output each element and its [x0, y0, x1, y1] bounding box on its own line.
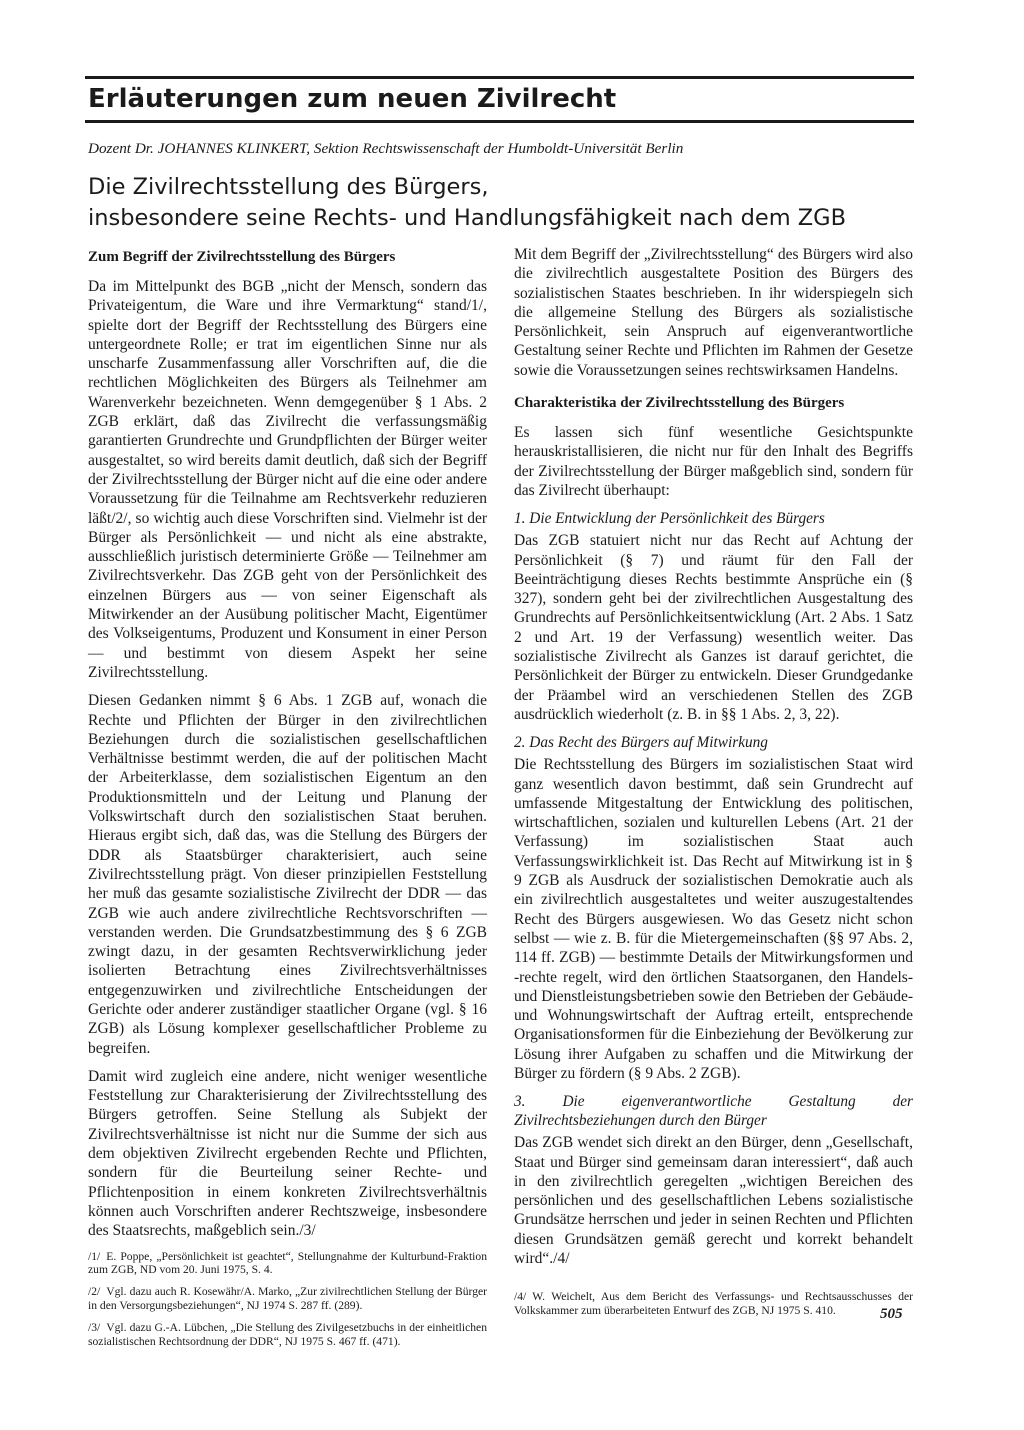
- footnote-3: [88, 1321, 487, 1348]
- section-title: Erläuterungen zum neuen Zivilrecht: [88, 84, 617, 114]
- footnote-text: E. Poppe, „Persönlichkeit ist geachtet“, Stellungnahme der Kulturbund-Fraktion zum ZGB, ND vom 20. Juni 1975, S. 4.: [88, 1249, 487, 1276]
- right-column: [514, 245, 913, 1326]
- subsection-1-text: Das ZGB statuiert nicht nur das Recht auf Achtung der Persönlichkeit (§ 7) und räumt für den Fall der Beeinträchtigung dieses Rechts bestimmte Ansprüche ein (§ 327), sondern geht bei der zivilrechtlichen Ausgestaltung des Grundrechts auf Persönlichkeitsentwicklung (Art. 2 Abs. 1 Satz 2 und Art. 19 der Verfassung) wesentlich weiter. Das sozialistische Zivilrecht als Ganzes ist darauf gerichtet, die Persönlichkeit der Bürger zu entwickeln. Dieser Grundgedanke der Präambel wird an verschiedenen Stellen des ZGB ausdrücklich wiederholt (z. B. in §§ 1 Abs. 2, 3, 22).: [514, 532, 913, 723]
- article-title: [88, 172, 918, 234]
- footnote-text: W. Weichelt, Aus dem Bericht des Verfassungs- und Rechtsausschusses der Volkskammer zum überarbeiteten Entwurf des ZGB, NJ 1975 S. 410.: [514, 1290, 913, 1317]
- right-lead-paragraph: Es lassen sich fünf wesentliche Gesichtspunkte herauskristallisieren, die nicht nur für den Inhalt des Begriffs der Zivilrechtsstellung der Bürger maßgeblich sind, sondern für das Zivilrecht überhaupt:: [514, 424, 913, 499]
- footnote-mark: /4/: [514, 1290, 527, 1304]
- right-intro-paragraph: Mit dem Begriff der „Zivilrechtsstellung“ des Bürgers wird also die zivilrechtlich ausgestaltete Position des Bürgers des sozialistischen Staates beschrieben. In ihr widerspiegeln sich die allgemeine Stellung des Bürgers als sozialistische Persönlichkeit, sein Anspruch auf eigenverantwortliche Gestaltung seiner Rechte und Pflichten im Rahmen der Gesetze sowie die Voraussetzungen seines rechtswirksamen Handelns.: [514, 246, 913, 379]
- author-line: Dozent Dr. JOHANNES KLINKERT, Sektion Rechtswissenschaft der Humboldt-Universität Berlin: [88, 140, 684, 157]
- right-section-heading: Charakteristika der Zivilrechtsstellung des Bürgers: [514, 395, 845, 412]
- subsection-3-heading: 3. Die eigenverantwortliche Gestaltung der Zivilrechtsbeziehungen durch den Bürger: [514, 1093, 913, 1130]
- subsection-2-text: Die Rechtsstellung des Bürgers im sozialistischen Staat wird ganz wesentlich davon bestimmt, daß sein Grundrecht auf umfassende Mitgestaltung der Entwicklung des politischen, wirtschaftlichen, sozialen und kulturellen Lebens (Art. 21 der Verfassung) im sozialistischen Staat auch Verfassungswirklichkeit ist. Das Recht auf Mitwirkung ist in § 9 ZGB als Ausdruck der sozialistischen Demokratie auch als ein zivilrechtlich ausgestaltetes und weiter auszugestaltendes Recht des Bürgers ausgewiesen. Wo das Gesetz nicht schon selbst — wie z. B. für die Mietergemeinschaften (§§ 97 Abs. 2, 114 ff. ZGB) — bestimmte Details der Mitwirkungsformen und -rechte regelt, wird den örtlichen Staatsorganen, den Handels- und Dienstleistungsbetrieben sowie den Betrieben der Gebäude- und Wohnungswirtschaft der Auftrag erteilt, entsprechende Organisationsformen für die Einbeziehung der Bevölkerung zur Lösung ihrer Aufgaben zu schaffen und die Mitwirkung der Bürger zu fördern (§ 9 Abs. 2 ZGB).: [514, 756, 913, 1082]
- left-column: [88, 248, 487, 1357]
- footnote-mark: /2/: [88, 1285, 101, 1299]
- article-title-line-1: Die Zivilrechtsstellung des Bürgers,: [88, 174, 489, 200]
- left-paragraph-3: Damit wird zugleich eine andere, nicht weniger wesentliche Feststellung zur Charakterisierung der Zivilrechtsstellung des Bürgers getroffen. Seine Stellung als Subjekt der Zivilrechtsverhältnisse ist nicht nur die Summe der sich aus dem objektiven Zivilrecht ergebenden Rechte und Pflichten, sondern für die Beurteilung seiner Rechte- und Pflichtenposition in einem konkreten Zivilrechtsverhältnis können auch Vorschriften anderer Rechtszweige, insbesondere des Staatsrechts, maßgeblich sein./3/: [88, 1067, 487, 1240]
- page-number: 505: [880, 1306, 903, 1322]
- subsection-1-heading: 1. Die Entwicklung der Persönlichkeit des Bürgers: [514, 510, 825, 528]
- right-footnotes: [514, 1290, 913, 1317]
- footnote-4: [514, 1290, 913, 1317]
- left-footnotes: [88, 1250, 487, 1348]
- footnote-text: Vgl. dazu G.-A. Lübchen, „Die Stellung des Zivilgesetzbuchs in der einheitlichen sozialistischen Rechtsordnung der DDR“, NJ 1975 S. 467 ff. (471).: [88, 1321, 487, 1348]
- left-paragraph-1: Da im Mittelpunkt des BGB „nicht der Mensch, sondern das Privateigentum, die Ware und ihre Vermarktung“ stand/1/, spielte dort der Begriff der Rechtsstellung des Bürgers eine untergeordnete Rolle; er trat im eigentlichen Sinne nur als unscharfe Zusammenfassung aller Vorschriften auf, die die rechtlichen Möglichkeiten des Bürgers als Teilnehmer am Warenverkehr bezeichneten. Wenn demgegenüber § 1 Abs. 2 ZGB erklärt, daß das Zivilrecht die verfassungsmäßig garantierten Grundrechte und Grundpflichten der Bürger weiter ausgestaltet, so wird bereits damit deutlich, daß sich der Begriff der Zivilrechtsstellung der Bürger nicht auf die eine oder andere Voraussetzung für die Teilnahme am Rechtsverkehr reduzieren läßt/2/, so wichtig auch diese Vorschriften sind. Vielmehr ist der Bürger als Persönlichkeit — und nicht als eine abstrakte, ausschließlich juristisch determinierte Größe — Teilnehmer am Zivilrechtsverkehr. Das ZGB geht von der Persönlichkeit des einzelnen Bürgers aus — von seiner Eigenschaft als Mitwirkender an der Ausübung politischer Macht, Eigentümer des Volkseigentums, Produzent und Konsument in einer Person — und bestimmt von diesem Aspekt her seine Zivilrechtsstellung.: [88, 278, 487, 681]
- footnote-1: [88, 1250, 487, 1277]
- left-section-heading: Zum Begriff der Zivilrechtsstellung des Bürgers: [88, 249, 396, 265]
- header-top-rule: [85, 76, 914, 79]
- footnote-text: Vgl. dazu auch R. Kosewähr/A. Marko, „Zur zivilrechtlichen Stellung der Bürger in den Versorgungsbeziehungen“, NJ 1974 S. 287 ff. (289).: [88, 1285, 487, 1312]
- footnote-2: [88, 1285, 487, 1312]
- article-title-line-2: insbesondere seine Rechts- und Handlungsfähigkeit nach dem ZGB: [88, 205, 847, 231]
- subsection-2-heading: 2. Das Recht des Bürgers auf Mitwirkung: [514, 734, 768, 752]
- footnote-mark: /1/: [88, 1249, 101, 1263]
- footnote-mark: /3/: [88, 1321, 101, 1335]
- subsection-3-text: Das ZGB wendet sich direkt an den Bürger, denn „Gesellschaft, Staat und Bürger sind gemeinsam daran interessiert“, daß auch in den zivilrechtlich geregelten „wichtigen Bereichen des persönlichen und des gesellschaftlichen Lebens sozialistische Grundsätze herrschen und jeder in seinen Rechten und Pflichten diesen Grundsätzen gemäß gerecht und korrekt behandelt wird“./4/: [514, 1134, 913, 1268]
- left-paragraph-2: Diesen Gedanken nimmt § 6 Abs. 1 ZGB auf, wonach die Rechte und Pflichten der Bürger in den zivilrechtlichen Beziehungen durch die sozialistischen gesellschaftlichen Verhältnisse bestimmt werden, die auf der politischen Macht der Arbeiterklasse, dem sozialistischen Eigentum an den Produktionsmitteln und der Leitung und Planung der Volkswirtschaft durch den sozialistischen Staat beruhen. Hieraus ergibt sich, daß das, was die Stellung des Bürgers der DDR als Staatsbürger charakterisiert, auch seine Zivilrechtsstellung prägt. Von dieser prinzipiellen Feststellung her muß das gesamte sozialistische Zivilrecht der DDR — das ZGB wie auch andere zivilrechtliche Rechtsvorschriften — verstanden werden. Die Grundsatzbestimmung des § 6 ZGB zwingt dazu, in der gesamten Rechtsverwirklichung jeder isolierten Betrachtung eines Zivilrechtsverhältnisses entgegenzuwirken und zivilrechtliche Entscheidungen der Gerichte oder anderer zuständiger staatlicher Organe (vgl. § 16 ZGB) als Lösung komplexer gesellschaftlicher Probleme zu begreifen.: [88, 692, 487, 1057]
- header-bottom-rule: [85, 120, 914, 123]
